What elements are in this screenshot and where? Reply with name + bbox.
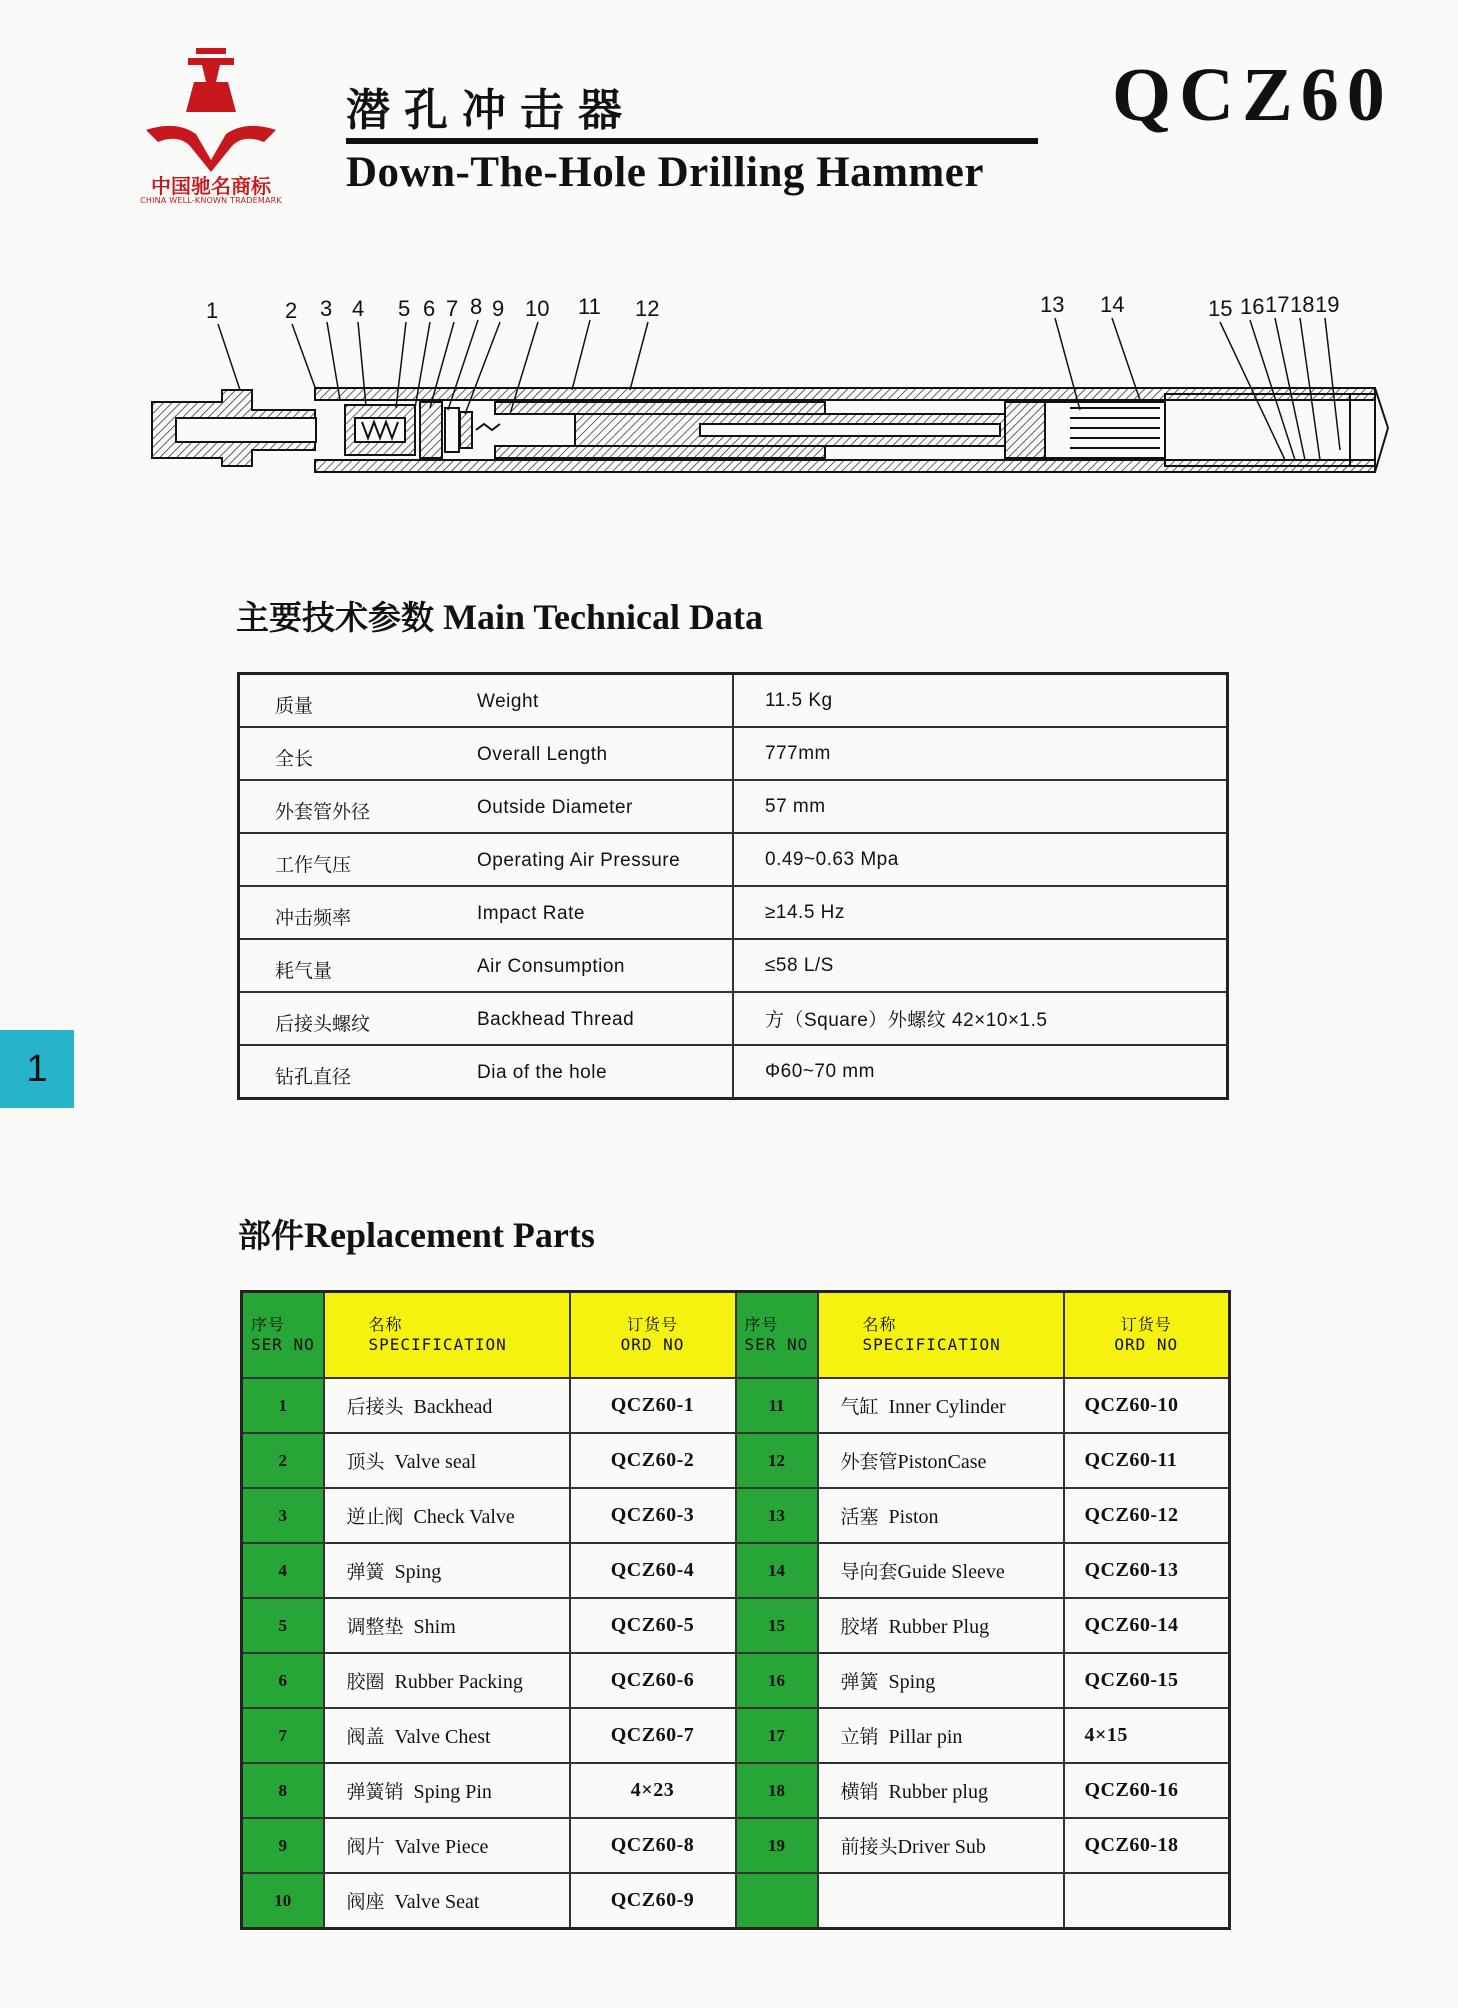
- parts-section-title: [238, 1210, 595, 1257]
- part-code: QCZ60-18: [1064, 1818, 1230, 1873]
- part-no: 16: [736, 1653, 818, 1708]
- param-en: Impact Rate: [477, 903, 585, 924]
- callout-label: 10: [525, 296, 550, 321]
- callout-label: 11: [578, 294, 601, 319]
- param-value: 11.5 Kg: [733, 674, 1228, 728]
- part-no: 7: [242, 1708, 324, 1763]
- table-row: [239, 780, 1228, 833]
- logo-text: 中国驰名商标: [151, 174, 271, 198]
- param-value: 方（Square）外螺纹 42×10×1.5: [733, 992, 1228, 1045]
- header-ord: 订货号 ORD NO: [570, 1292, 736, 1379]
- callout-label: 12: [635, 296, 660, 321]
- callout-label: 4: [352, 296, 365, 321]
- table-row: [239, 833, 1228, 886]
- part-name: 后接头 Backhead: [324, 1378, 570, 1433]
- header-spec: 名称 SPECIFICATION: [324, 1292, 570, 1379]
- part-code: QCZ60-12: [1064, 1488, 1230, 1543]
- part-name: 阀座 Valve Seat: [324, 1873, 570, 1929]
- parts-title-en: Replacement Parts: [304, 1215, 595, 1255]
- part-no: 14: [736, 1543, 818, 1598]
- part-no: 5: [242, 1598, 324, 1653]
- model-number: QCZ60: [1112, 53, 1393, 137]
- param-cn: 冲击频率: [275, 907, 352, 929]
- tech-data-table: [237, 672, 1229, 1100]
- table-row: [242, 1488, 1230, 1543]
- param-value: 777mm: [733, 727, 1228, 780]
- part-name: 弹簧 Sping: [818, 1653, 1064, 1708]
- logo-subtext: CHINA WELL-KNOWN TRADEMARK: [140, 196, 282, 205]
- part-name: [818, 1873, 1064, 1929]
- part-no: 9: [242, 1818, 324, 1873]
- table-row: [242, 1653, 1230, 1708]
- part-no: 13: [736, 1488, 818, 1543]
- callout-label: 16: [1240, 294, 1265, 319]
- part-code: QCZ60-1: [570, 1378, 736, 1433]
- part-code: QCZ60-13: [1064, 1543, 1230, 1598]
- part-no: 19: [736, 1818, 818, 1873]
- part-no: 10: [242, 1873, 324, 1929]
- table-row: [239, 992, 1228, 1045]
- part-name: 前接头Driver Sub: [818, 1818, 1064, 1873]
- table-row: [239, 886, 1228, 939]
- part-code: QCZ60-4: [570, 1543, 736, 1598]
- part-code: 4×15: [1064, 1708, 1230, 1763]
- table-row: [242, 1873, 1230, 1929]
- header-ord: 订货号 ORD NO: [1064, 1292, 1230, 1379]
- param-cn: 后接头螺纹: [275, 1013, 371, 1035]
- callout-label: 19: [1315, 292, 1340, 317]
- part-name: 逆止阀 Check Valve: [324, 1488, 570, 1543]
- part-name: 调整垫 Shim: [324, 1598, 570, 1653]
- param-en: Operating Air Pressure: [477, 850, 681, 871]
- table-row: [242, 1763, 1230, 1818]
- callout-label: 1: [206, 298, 219, 323]
- callout-label: 13: [1040, 292, 1065, 317]
- callout-label: 2: [285, 298, 298, 323]
- part-code: QCZ60-9: [570, 1873, 736, 1929]
- part-code: QCZ60-7: [570, 1708, 736, 1763]
- param-value: Φ60~70 mm: [733, 1045, 1228, 1099]
- part-no: 2: [242, 1433, 324, 1488]
- hammer-diagram: [140, 290, 1400, 490]
- table-row: [242, 1378, 1230, 1433]
- part-code: QCZ60-10: [1064, 1378, 1230, 1433]
- part-code: 4×23: [570, 1763, 736, 1818]
- part-name: 导向套Guide Sleeve: [818, 1543, 1064, 1598]
- callout-label: 18: [1290, 292, 1315, 317]
- part-name: 胶堵 Rubber Plug: [818, 1598, 1064, 1653]
- param-en: Backhead Thread: [477, 1009, 635, 1030]
- part-no: [736, 1873, 818, 1929]
- table-row: [242, 1543, 1230, 1598]
- param-cn: 外套管外径: [275, 801, 371, 823]
- table-row: [239, 1045, 1228, 1099]
- param-en: Air Consumption: [477, 956, 625, 977]
- part-name: 阀盖 Valve Chest: [324, 1708, 570, 1763]
- param-value: ≤58 L/S: [733, 939, 1228, 992]
- tech-section-title: [236, 592, 763, 639]
- param-en: Weight: [477, 691, 539, 712]
- tech-title-en: Main Technical Data: [443, 597, 764, 637]
- part-code: [1064, 1873, 1230, 1929]
- param-value: ≥14.5 Hz: [733, 886, 1228, 939]
- table-row: [239, 939, 1228, 992]
- param-en: Overall Length: [477, 744, 608, 765]
- part-name: 弹簧 Sping: [324, 1543, 570, 1598]
- param-value: 57 mm: [733, 780, 1228, 833]
- part-code: QCZ60-15: [1064, 1653, 1230, 1708]
- part-no: 4: [242, 1543, 324, 1598]
- part-code: QCZ60-6: [570, 1653, 736, 1708]
- part-name: 弹簧销 Sping Pin: [324, 1763, 570, 1818]
- part-name: 横销 Rubber plug: [818, 1763, 1064, 1818]
- param-cn: 质量: [275, 695, 314, 717]
- callout-label: 15: [1208, 296, 1233, 321]
- part-code: QCZ60-8: [570, 1818, 736, 1873]
- header-spec: 名称 SPECIFICATION: [818, 1292, 1064, 1379]
- param-cn: 工作气压: [275, 854, 352, 876]
- part-no: 8: [242, 1763, 324, 1818]
- part-code: QCZ60-3: [570, 1488, 736, 1543]
- table-row: [239, 674, 1228, 728]
- part-name: 胶圈 Rubber Packing: [324, 1653, 570, 1708]
- title-en: Down-The-Hole Drilling Hammer: [346, 149, 984, 196]
- parts-title-cn: 部件: [238, 1216, 304, 1255]
- part-code: QCZ60-5: [570, 1598, 736, 1653]
- param-en: Dia of the hole: [477, 1062, 608, 1083]
- part-name: 立销 Pillar pin: [818, 1708, 1064, 1763]
- part-no: 3: [242, 1488, 324, 1543]
- param-en: Outside Diameter: [477, 797, 633, 818]
- tech-title-cn: 主要技术参数: [236, 598, 434, 637]
- part-no: 18: [736, 1763, 818, 1818]
- part-name: 外套管PistonCase: [818, 1433, 1064, 1488]
- part-no: 17: [736, 1708, 818, 1763]
- callout-label: 6: [423, 296, 436, 321]
- table-row: [242, 1708, 1230, 1763]
- part-name: 顶头 Valve seal: [324, 1433, 570, 1488]
- callout-label: 8: [470, 294, 483, 319]
- part-no: 15: [736, 1598, 818, 1653]
- part-no: 12: [736, 1433, 818, 1488]
- table-row: [239, 727, 1228, 780]
- part-code: QCZ60-14: [1064, 1598, 1230, 1653]
- part-code: QCZ60-2: [570, 1433, 736, 1488]
- page-tab-marker: 1: [0, 1030, 74, 1108]
- table-row: [242, 1433, 1230, 1488]
- part-code: QCZ60-11: [1064, 1433, 1230, 1488]
- header-ser: 序号 SER NO: [736, 1292, 818, 1379]
- part-no: 1: [242, 1378, 324, 1433]
- part-no: 11: [736, 1378, 818, 1433]
- parts-table: [240, 1290, 1231, 1930]
- part-name: 活塞 Piston: [818, 1488, 1064, 1543]
- table-row: [242, 1818, 1230, 1873]
- title-cn: 潜孔冲击器: [346, 85, 636, 136]
- callout-label: 14: [1100, 292, 1125, 317]
- part-code: QCZ60-16: [1064, 1763, 1230, 1818]
- table-row: [242, 1598, 1230, 1653]
- part-no: 6: [242, 1653, 324, 1708]
- part-name: 阀片 Valve Piece: [324, 1818, 570, 1873]
- callout-label: 9: [492, 296, 505, 321]
- title-divider: [346, 138, 1038, 144]
- param-value: 0.49~0.63 Mpa: [733, 833, 1228, 886]
- callout-label: 5: [398, 296, 411, 321]
- param-cn: 全长: [275, 748, 314, 770]
- header-ser: 序号 SER NO: [242, 1292, 324, 1379]
- param-cn: 钻孔直径: [275, 1066, 352, 1088]
- callout-label: 7: [446, 296, 459, 321]
- part-name: 气缸 Inner Cylinder: [818, 1378, 1064, 1433]
- callout-label: 3: [320, 296, 333, 321]
- parts-header-row: [242, 1292, 1230, 1379]
- callout-label: 17: [1265, 292, 1290, 317]
- param-cn: 耗气量: [275, 960, 333, 982]
